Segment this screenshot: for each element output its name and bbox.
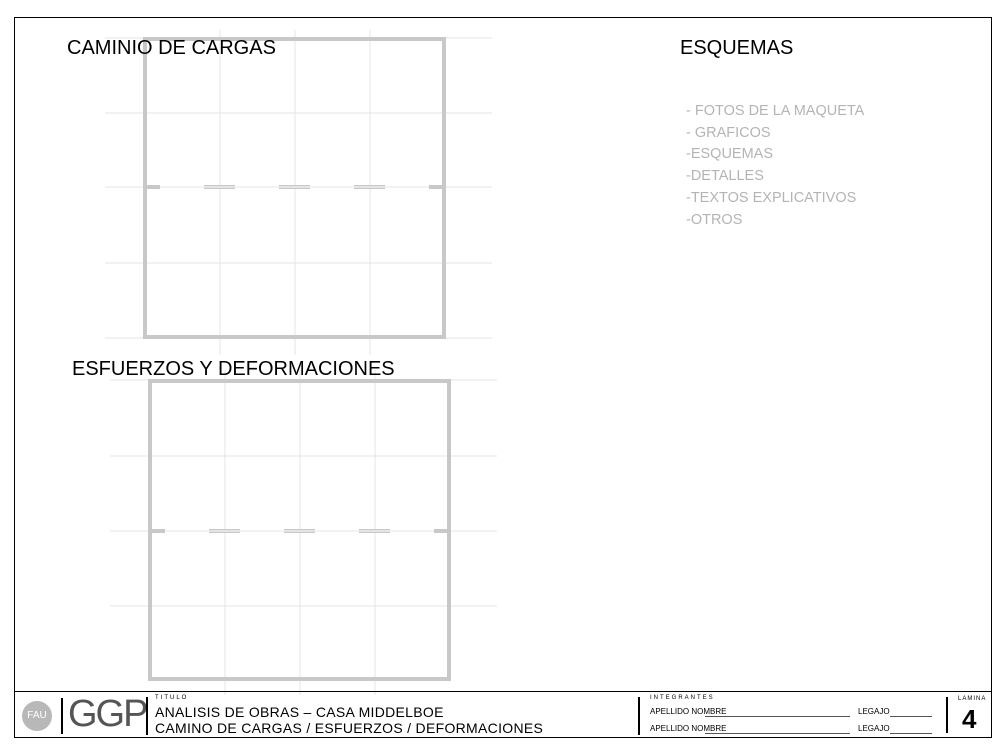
plan-drawing-top (100, 30, 500, 360)
member-name-2-underline (705, 733, 850, 734)
esquemas-list (686, 101, 864, 231)
title-line-1: ANALISIS DE OBRAS – CASA MIDDELBOE (155, 704, 444, 720)
member-name-2: APELLIDO NOMBRE (650, 724, 727, 733)
logo-divider (61, 698, 63, 734)
esquemas-list-item: - FOTOS DE LA MAQUETA (686, 103, 865, 119)
integrantes-label: INTEGRANTES (650, 695, 715, 701)
legajo-label-1: LEGAJO (858, 707, 890, 716)
fau-logo: FAU (22, 701, 52, 731)
esfuerzos-deformaciones-heading: ESFUERZOS Y DEFORMACIONES (72, 358, 395, 380)
esquemas-list-item: -OTROS (686, 211, 743, 228)
member-name-1: APELLIDO NOMBRE (650, 707, 727, 716)
esquemas-heading: ESQUEMAS (680, 37, 794, 59)
camino-de-cargas-heading: CAMINIO DE CARGAS (67, 37, 276, 59)
plan-drawing-bottom (105, 370, 505, 700)
titulo-label: TITULO (155, 695, 189, 701)
esquemas-list-item: -DETALLES (686, 168, 764, 185)
lamina-label: LAMINA (958, 696, 987, 702)
lamina-number: 4 (962, 704, 977, 734)
legajo-1-underline (890, 716, 932, 717)
title-divider (146, 697, 148, 735)
esquemas-list-item: - GRAFICOS (686, 124, 771, 141)
title-line-2: CAMINO DE CARGAS / ESFUERZOS / DEFORMACIONES (155, 720, 544, 736)
integrantes-divider (638, 697, 640, 735)
ggp-logo: GGP (68, 693, 147, 735)
esquemas-list-item: -TEXTOS EXPLICATIVOS (686, 189, 857, 206)
legajo-label-2: LEGAJO (858, 724, 890, 733)
lamina-divider (946, 697, 948, 733)
legajo-2-underline (890, 733, 932, 734)
member-name-1-underline (705, 716, 850, 717)
esquemas-list-item: -ESQUEMAS (686, 146, 774, 163)
